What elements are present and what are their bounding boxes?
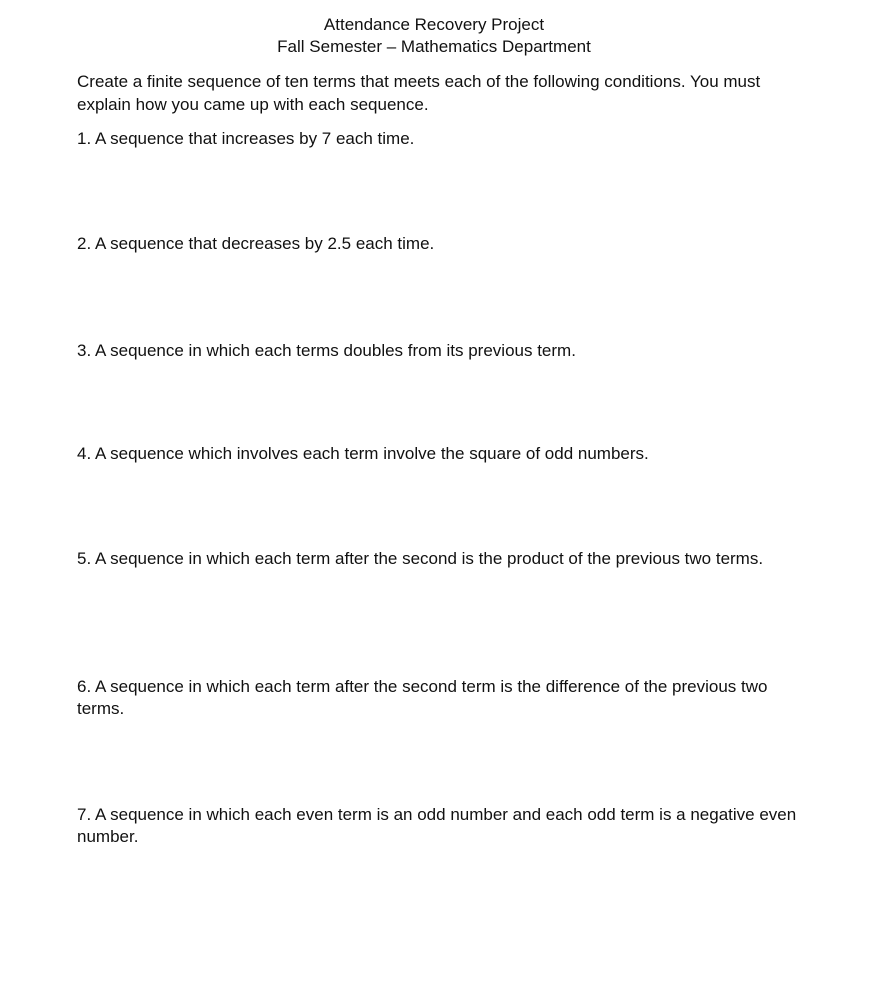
question-7 [77, 804, 807, 848]
question-number: 5. [77, 549, 92, 568]
question-text: A sequence in which each term after the second term is the difference of the previous two terms. [77, 677, 768, 718]
question-text: A sequence in which each term after the second is the product of the previous two terms. [94, 549, 764, 568]
question-number: 3. [77, 341, 92, 360]
question-text: A sequence in which each terms doubles from its previous term. [94, 341, 576, 360]
question-number: 7. [77, 805, 92, 824]
question-6 [77, 676, 807, 720]
document-subtitle: Fall Semester – Mathematics Department [277, 37, 591, 56]
question-number: 2. [77, 234, 92, 253]
question-text: A sequence that increases by 7 each time. [94, 129, 415, 148]
question-text: A sequence in which each even term is an odd number and each odd term is a negative even number. [77, 805, 797, 846]
question-1 [77, 128, 807, 150]
document-title: Attendance Recovery Project [323, 15, 545, 34]
question-text: A sequence that decreases by 2.5 each time. [94, 234, 435, 253]
question-3 [77, 340, 807, 362]
question-4 [77, 443, 807, 465]
question-5 [77, 548, 807, 570]
question-number: 6. [77, 677, 92, 696]
question-2 [77, 233, 807, 255]
instructions-paragraph: Create a finite sequence of ten terms that meets each of the following conditions. You must explain how you came up with each sequence. [77, 72, 761, 114]
question-number: 4. [77, 444, 92, 463]
question-text: A sequence which involves each term involve the square of odd numbers. [94, 444, 649, 463]
question-number: 1. [77, 129, 92, 148]
